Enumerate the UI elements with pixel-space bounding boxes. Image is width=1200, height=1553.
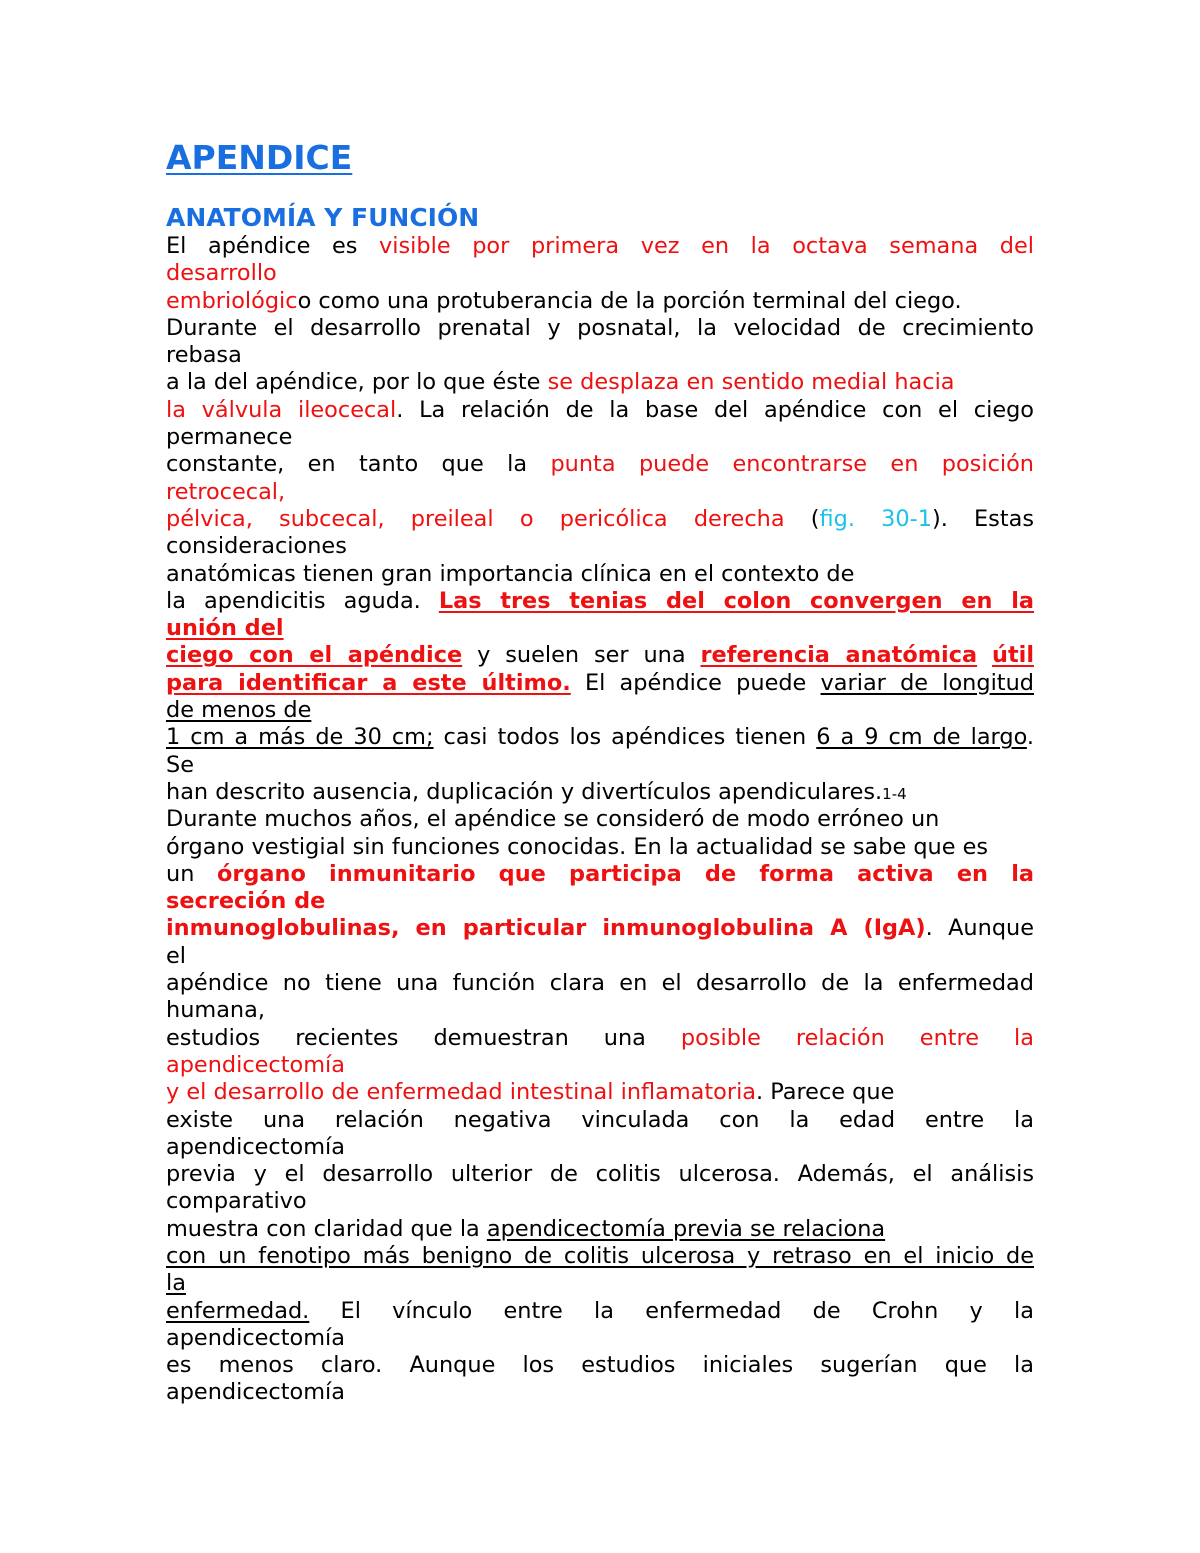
text-segment: consideraciones bbox=[166, 533, 347, 560]
text-line bbox=[166, 861, 1034, 888]
text-line bbox=[166, 1270, 1034, 1297]
text-segment: enfermedad. bbox=[166, 1297, 310, 1324]
text-segment: o como una protuberancia de la porción terminal del ciego. bbox=[297, 287, 962, 314]
text-segment: es menos claro. Aunque los estudios iniciales sugerían que la bbox=[166, 1352, 1034, 1379]
text-segment: ( bbox=[784, 505, 820, 532]
text-line bbox=[166, 506, 1034, 533]
text-segment: retrocecal, bbox=[166, 478, 286, 505]
text-segment: 6 a 9 cm de largo bbox=[816, 724, 1027, 751]
text-segment: comparativo bbox=[166, 1188, 307, 1215]
text-line bbox=[166, 315, 1034, 342]
text-segment: Se bbox=[166, 751, 194, 778]
text-segment: la válvula ileocecal bbox=[166, 396, 397, 423]
text-segment: casi todos los apéndices tienen bbox=[433, 724, 817, 751]
text-segment: . La relación de la base del apéndice con el ciego bbox=[396, 396, 1035, 423]
text-segment: ciego con el apéndice bbox=[166, 642, 463, 669]
section-heading: ANATOMÍA Y FUNCIÓN bbox=[166, 203, 480, 232]
text-line bbox=[166, 1216, 1034, 1243]
text-segment: unión del bbox=[166, 615, 284, 642]
text-segment: de menos de bbox=[166, 697, 312, 724]
text-line bbox=[166, 1134, 1034, 1161]
figure-reference-link[interactable]: fig. 30-1 bbox=[819, 505, 932, 532]
text-segment: . Aunque bbox=[925, 915, 1034, 942]
text-line bbox=[166, 915, 1034, 942]
text-segment: punta puede encontrarse en posición bbox=[550, 451, 1034, 478]
text-segment: inmunoglobulinas, en particular inmunoglobulina A (IgA) bbox=[166, 915, 926, 942]
text-line bbox=[166, 1379, 1034, 1406]
text-segment: anatómicas tienen gran importancia clínica en el contexto de bbox=[166, 560, 855, 587]
text-segment: estudios recientes demuestran una bbox=[166, 1024, 681, 1051]
text-line bbox=[166, 451, 1034, 478]
text-segment: y el desarrollo de enfermedad intestinal inflamatoria bbox=[166, 1079, 757, 1106]
text-line bbox=[166, 1079, 1034, 1106]
body-text bbox=[166, 233, 1034, 1407]
text-segment: para identificar a este último. bbox=[166, 669, 571, 696]
text-segment: visible por primera vez en la octava semana del bbox=[379, 233, 1034, 259]
text-segment: El apéndice puede bbox=[570, 669, 821, 696]
text-line bbox=[166, 642, 1034, 669]
text-segment: apéndice no tiene una función clara en el desarrollo de la enfermedad bbox=[166, 970, 1034, 997]
text-line bbox=[166, 806, 1034, 833]
text-segment: un bbox=[166, 860, 217, 887]
text-segment: Las tres tenias del colon convergen en la bbox=[438, 587, 1035, 614]
text-segment: apendicectomía bbox=[166, 1133, 345, 1160]
text-segment: apendicectomía bbox=[166, 1324, 345, 1351]
text-line bbox=[166, 260, 1034, 287]
text-line bbox=[166, 1107, 1034, 1134]
text-segment: el bbox=[166, 942, 186, 969]
text-line bbox=[166, 834, 1034, 861]
text-segment: útil bbox=[992, 642, 1034, 669]
text-segment: constante, en tanto que la bbox=[166, 451, 551, 478]
text-segment: embriológic bbox=[166, 287, 298, 314]
text-line bbox=[166, 1161, 1034, 1188]
text-segment: desarrollo bbox=[166, 260, 277, 287]
text-segment: órgano vestigial sin funciones conocidas. En la actualidad se sabe que es bbox=[166, 833, 989, 860]
text-line bbox=[166, 670, 1034, 697]
text-segment: Durante el desarrollo prenatal y posnatal, la velocidad de crecimiento bbox=[166, 314, 1034, 341]
text-line bbox=[166, 1243, 1034, 1270]
text-line bbox=[166, 697, 1034, 724]
text-segment: han descrito ausencia, duplicación y divertículos apendiculares. bbox=[166, 778, 883, 805]
text-segment: Durante muchos años, el apéndice se consideró de modo erróneo un bbox=[166, 806, 940, 833]
text-segment: rebasa bbox=[166, 342, 242, 369]
text-segment: pélvica, subcecal, preileal o pericólica derecha bbox=[166, 505, 785, 532]
text-line bbox=[166, 1188, 1034, 1215]
text-segment: órgano inmunitario que participa de forma activa en la bbox=[216, 860, 1035, 887]
text-segment: con un fenotipo más benigno de colitis ulcerosa y retraso en el inicio de bbox=[166, 1242, 1034, 1269]
text-line bbox=[166, 369, 1034, 396]
text-segment: apendicectomía bbox=[166, 1379, 345, 1406]
text-line bbox=[166, 1325, 1034, 1352]
text-segment: variar de longitud bbox=[820, 669, 1034, 696]
text-line bbox=[166, 752, 1034, 779]
text-line bbox=[166, 1052, 1034, 1079]
text-segment: El vínculo entre la enfermedad de Crohn y la bbox=[309, 1297, 1034, 1324]
text-segment bbox=[977, 642, 992, 668]
text-segment: . Parece que bbox=[756, 1079, 895, 1106]
text-segment: la apendicitis aguda. bbox=[166, 587, 439, 614]
text-line bbox=[166, 479, 1034, 506]
text-segment: existe una relación negativa vinculada con la edad entre la bbox=[166, 1106, 1034, 1133]
text-segment: apendicectomía previa se relaciona bbox=[486, 1215, 886, 1242]
text-line bbox=[166, 233, 1034, 260]
text-line bbox=[166, 342, 1034, 369]
text-line bbox=[166, 561, 1034, 588]
text-segment: 1 cm a más de 30 cm; bbox=[166, 724, 434, 751]
text-segment: la bbox=[166, 1270, 186, 1297]
text-line bbox=[166, 943, 1034, 970]
text-line bbox=[166, 970, 1034, 997]
text-segment: El apéndice es bbox=[166, 233, 380, 259]
text-line bbox=[166, 779, 1034, 806]
text-segment: apendicectomía bbox=[166, 1051, 345, 1078]
text-line bbox=[166, 1298, 1034, 1325]
text-segment: y suelen ser una bbox=[462, 642, 701, 669]
text-line bbox=[166, 724, 1034, 751]
text-segment: . bbox=[1026, 724, 1034, 751]
text-line bbox=[166, 997, 1034, 1024]
text-segment: previa y el desarrollo ulterior de colitis ulcerosa. Además, el análisis bbox=[166, 1161, 1034, 1188]
text-line bbox=[166, 615, 1034, 642]
document-title: APENDICE bbox=[166, 138, 353, 177]
text-line bbox=[166, 588, 1034, 615]
text-line bbox=[166, 1025, 1034, 1052]
text-line bbox=[166, 424, 1034, 451]
text-line bbox=[166, 288, 1034, 315]
text-line bbox=[166, 888, 1034, 915]
text-line bbox=[166, 397, 1034, 424]
text-segment: a la del apéndice, por lo que éste bbox=[166, 369, 548, 396]
text-segment: posible relación entre la bbox=[680, 1024, 1034, 1051]
text-segment: ). Estas bbox=[931, 505, 1035, 532]
text-segment: 1-4 bbox=[882, 784, 907, 803]
text-segment: humana, bbox=[166, 997, 265, 1024]
text-line bbox=[166, 533, 1034, 560]
text-segment: referencia anatómica bbox=[700, 642, 978, 669]
text-segment: muestra con claridad que la bbox=[166, 1215, 487, 1242]
text-segment: secreción de bbox=[166, 888, 326, 915]
text-segment: se desplaza en sentido medial hacia bbox=[547, 369, 955, 396]
text-line bbox=[166, 1352, 1034, 1379]
text-segment: permanece bbox=[166, 424, 293, 451]
